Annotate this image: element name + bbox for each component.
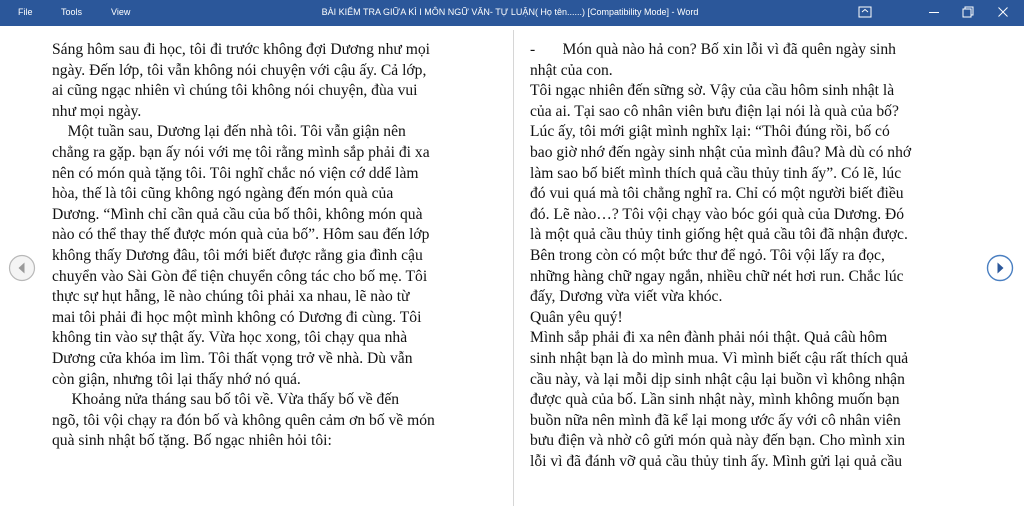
doc-line: bao giờ nhớ đến ngày sinh nhật của mình đâu? Mà dù có nhớ (530, 143, 912, 161)
page-divider (513, 30, 514, 506)
next-page-icon[interactable] (986, 254, 1014, 282)
doc-line: chẳng ra gặp. bạn ấy nói với mẹ tôi rằng mình sắp phải đi xa (52, 143, 430, 161)
doc-line: chuyển vào Sài Gòn để tiện chuyển công tác cho bố mẹ. Tôi (52, 267, 428, 285)
window-title: BÀI KIỂM TRA GIỮA KÌ I MÔN NGỮ VĂN- TỰ LUẬN( Họ tên......) [Compatibility Mode] - Word (321, 7, 699, 17)
doc-line: buồn nữa nên mình đã kể lại mong ước ấy với cô nhân viên (530, 411, 901, 429)
doc-line: ngày. Đến lớp, tôi vẫn không nói chuyện với cậu ấy. Cả lớp, (52, 61, 427, 79)
close-icon[interactable] (995, 4, 1011, 20)
doc-line: cầu này, và lại mỗi dịp sinh nhật cậu lại buồn vì không nhận (530, 370, 905, 388)
doc-line: còn giận, nhưng tôi lại thấy nhớ nó quá. (52, 370, 301, 388)
doc-line: của ai. Tại sao cô nhân viên bưu điện lại nói là quà của bố? (530, 102, 899, 120)
previous-page-icon[interactable] (8, 254, 36, 282)
document-page-left[interactable] (52, 40, 500, 506)
doc-line: nào có thể thay thế được món quà của bố”. Hôm sau đến lớp (52, 226, 430, 244)
doc-line: Dương cửa khóa im lìm. Tôi thất vọng trở về nhà. Dù vẫn (52, 349, 413, 367)
document-page-right[interactable] (530, 40, 970, 506)
doc-line: bưu điện và nhờ cô gửi món quà này đến bạn. Cho mình xin (530, 432, 906, 450)
doc-line: được quà của bố. Lần sinh nhật này, mình không muốn bạn (530, 391, 900, 409)
doc-line: nhật của con. (530, 61, 613, 79)
doc-line: Khoảng nửa tháng sau bố tôi về. Vừa thấy bố về đến (52, 391, 400, 409)
doc-line: làm sao bố biết mình thích quả cầu thủy tinh ấy”. Có lẽ, lúc (530, 164, 902, 182)
doc-line: Lúc ấy, tôi mới giật mình nghĩx lại: “Thôi đúng rồi, bố có (530, 123, 890, 141)
doc-line: Sáng hôm sau đi học, tôi đi trước không đợi Dương như mọi (52, 41, 430, 58)
doc-line: là một quả cầu thủy tinh giống hệt quả cầu tôi đã nhận được. (530, 226, 908, 244)
doc-line: nên có món quà tặng tôi. Tôi nghĩ chắc nó viện cớ ddể làm (52, 164, 419, 182)
doc-line: thực sự hụt hẫng, lẽ nào chúng tôi phải xa nhau, lẽ nào từ (52, 288, 410, 306)
title-bar (0, 0, 1024, 26)
restore-icon[interactable] (960, 4, 976, 20)
doc-line: đấy, Dương vừa viết vừa khóc. (530, 288, 723, 306)
doc-line: ngõ, tôi vội chạy ra đón bố và không quên cảm ơn bố về món (52, 411, 435, 429)
doc-line: hòa, thế là tôi cũng không ngó ngàng đến món quà của (52, 185, 394, 203)
doc-line: không tin vào sự thật ấy. Vừa học xong, tôi chạy qua nhà (52, 329, 408, 347)
menu-tools[interactable]: Tools (61, 7, 83, 17)
doc-line: Một tuần sau, Dương lại đến nhà tôi. Tôi vẫn giận nên (52, 123, 406, 141)
ribbon-options-icon[interactable] (857, 4, 873, 20)
menu-file[interactable]: File (18, 7, 33, 17)
doc-line: Bên trong còn có một bức thư để ngỏ. Tôi vội lấy ra đọc, (530, 246, 885, 264)
doc-line: mai tôi phải đi học một mình không có Dương đi cùng. Tôi (52, 308, 422, 326)
doc-line: Quân yêu quý! (530, 308, 623, 326)
doc-line: - Món quà nào hả con? Bố xin lỗi vì đã quên ngày sinh (530, 41, 896, 58)
minimize-icon[interactable] (926, 4, 942, 20)
doc-line: những hàng chữ ngay ngắn, nhiều chữ nét hơi run. Chắc lúc (530, 267, 904, 285)
doc-line: ai cũng ngạc nhiên vì chúng tôi không nói chuyện, đùa vui (52, 82, 418, 100)
doc-line: Mình sắp phải đi xa nên đành phải nói thật. Quả câù hôm (530, 329, 888, 347)
doc-line: quà sinh nhật bố tặng. Bố ngạc nhiên hỏi tôi: (52, 432, 332, 450)
menu-view[interactable]: View (111, 7, 131, 17)
doc-line: như mọi ngày. (52, 102, 142, 120)
doc-line: Dương. “Mình chỉ cần quả cầu của bố thôi, không món quà (52, 205, 423, 223)
doc-line: đó. Lẽ nào…? Tôi vội chạy vào bóc gói quà của Dương. Đó (530, 205, 905, 223)
doc-line: đó vui quá mà tôi chẳng nghĩ ra. Chỉ có một người biết điều (530, 185, 904, 203)
doc-line: lỗi vì đã đánh vỡ quả cầu thủy tinh ấy. Mình gửi lại quả cầu (530, 452, 903, 470)
doc-line: sinh nhật bạn là do mình mua. Vì mình biết cậu rất thích quả (530, 349, 909, 367)
doc-line: Tôi ngạc nhiên đến sững sờ. Vậy của cầu hôm sinh nhật là (530, 82, 895, 100)
doc-line: không thấy Dương đâu, tôi mới biết được rằng gia đình cậu (52, 246, 423, 264)
